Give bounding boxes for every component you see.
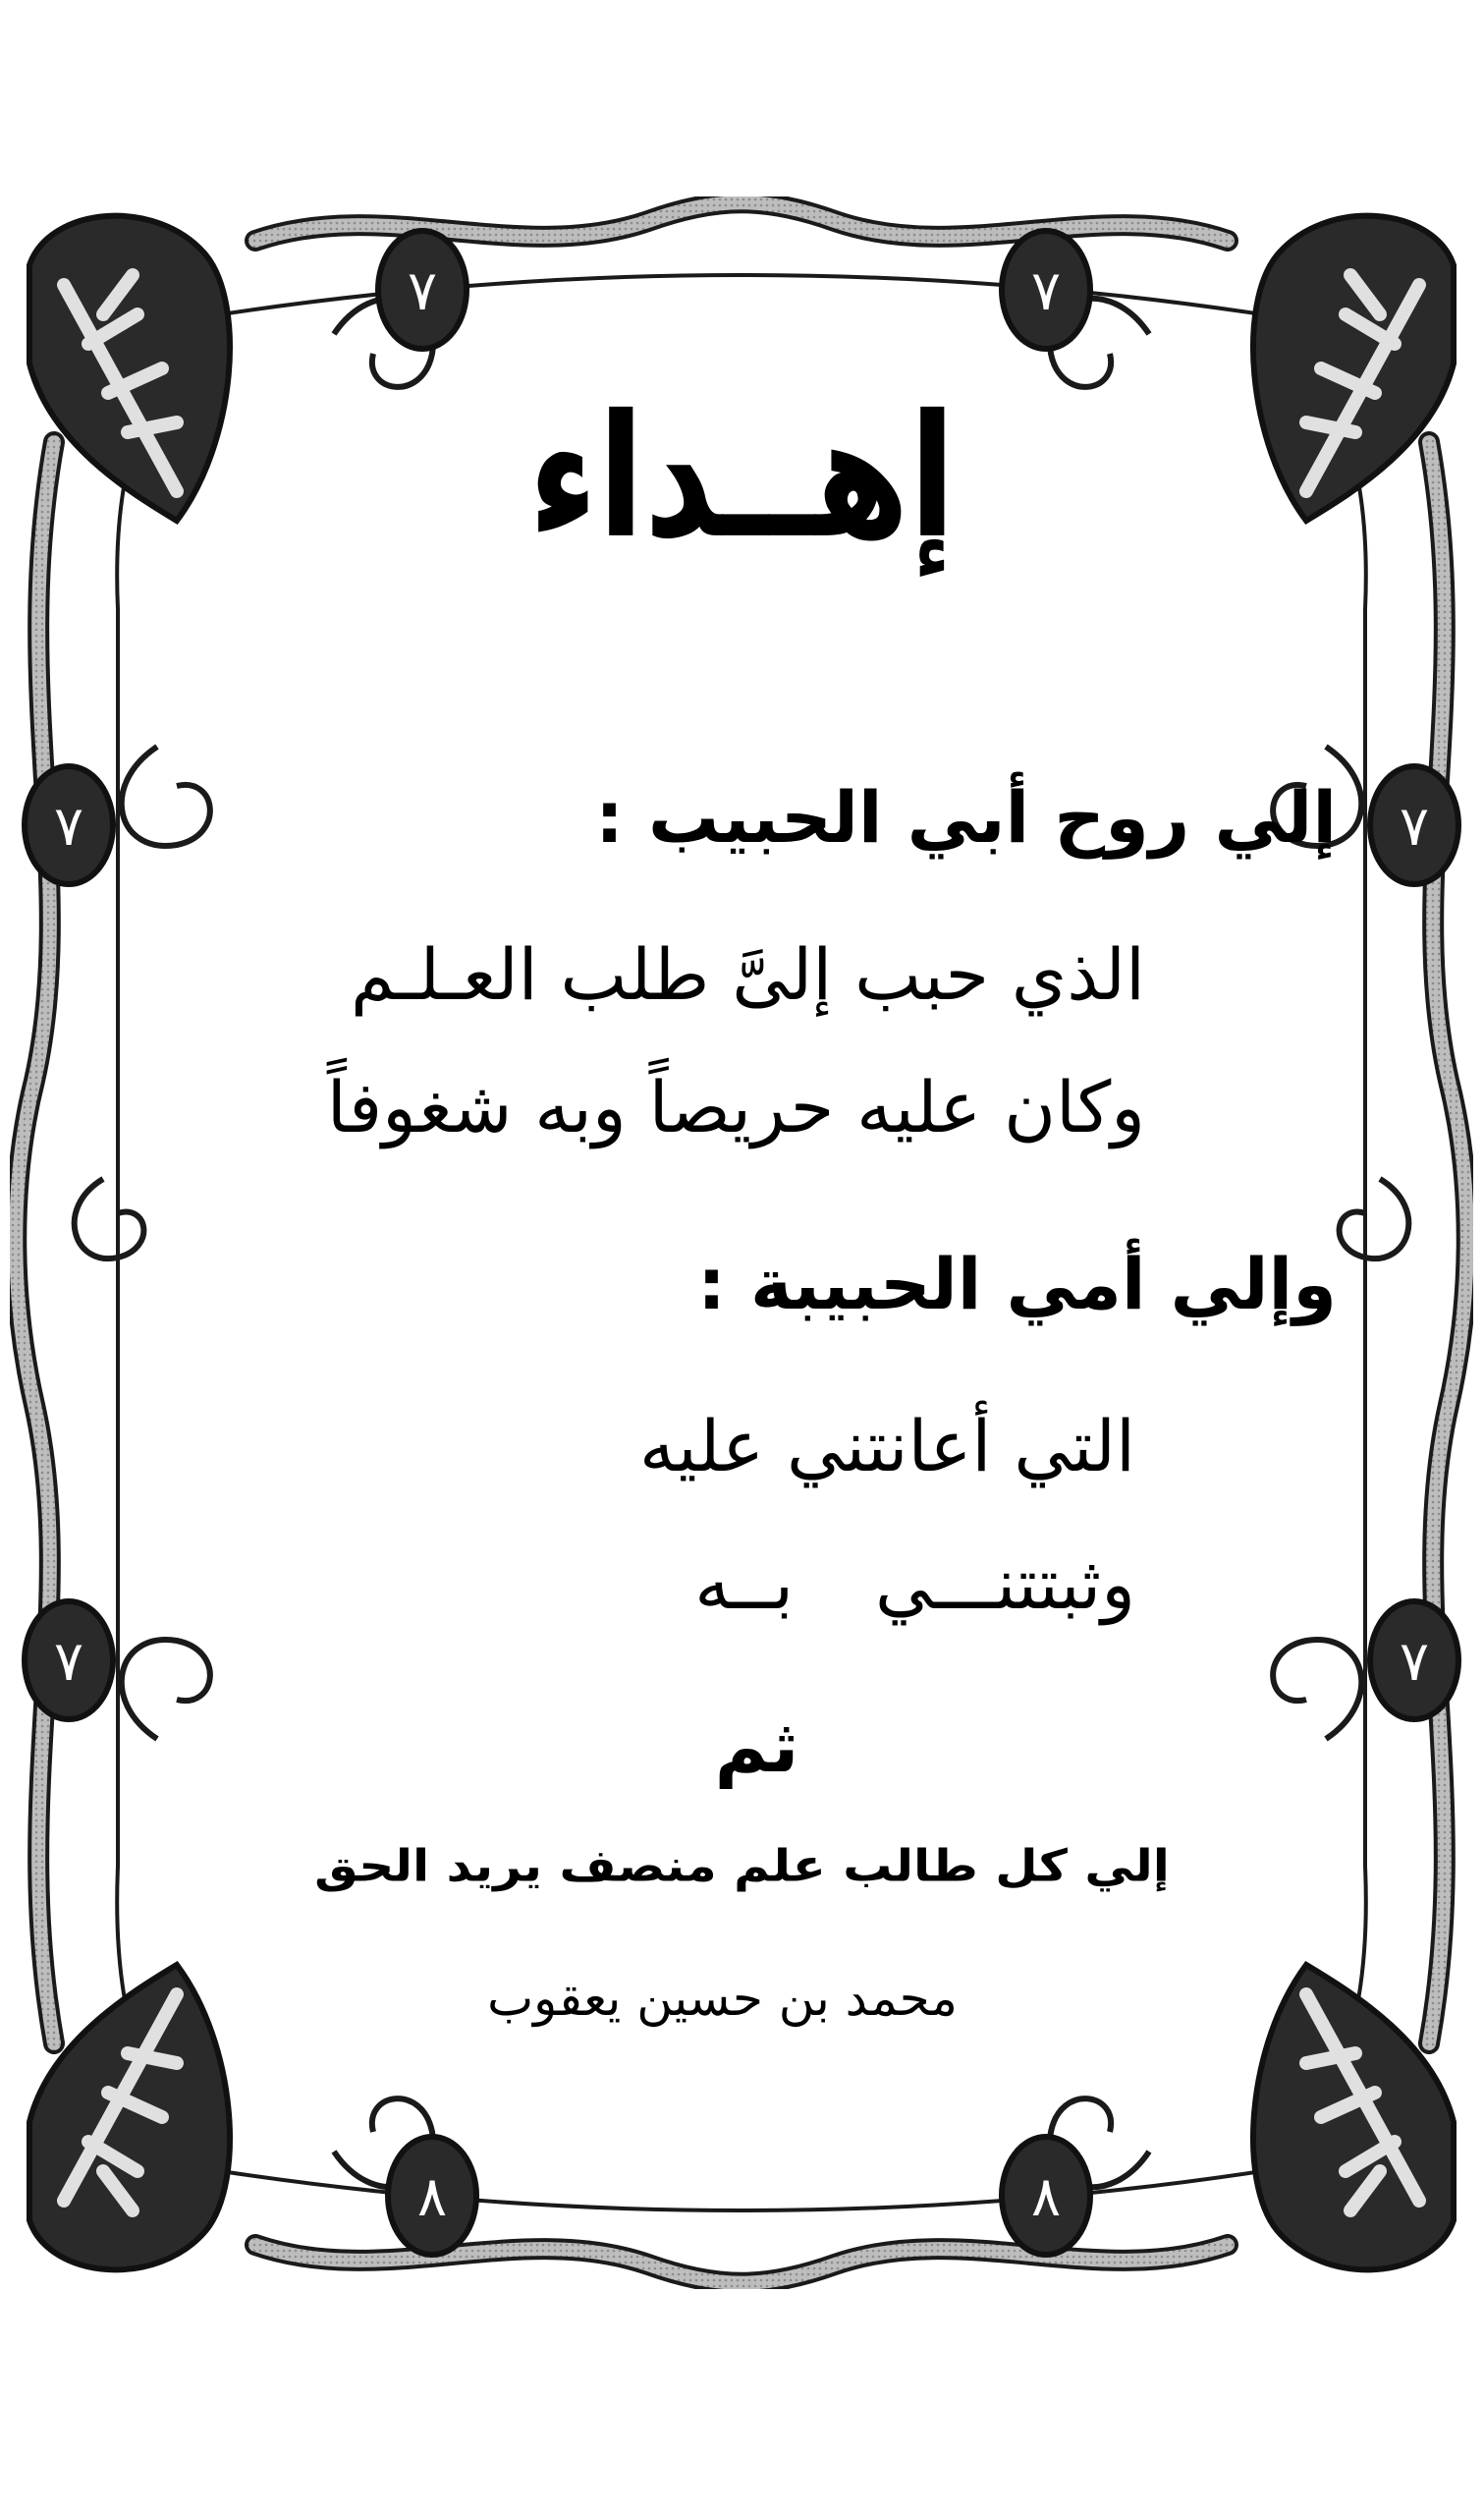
father-line-1: الذي حبب إلىَّ طلب العـلـم: [351, 933, 1145, 1016]
svg-text:٧: ٧: [1399, 1630, 1430, 1694]
svg-text:٧: ٧: [53, 795, 84, 859]
mother-line-2: وثبتتنـــي بــه: [694, 1542, 1135, 1625]
general-dedication: إلي كل طالب علم منصف يريد الحق: [314, 1839, 1170, 1892]
father-line-2: وكان عليه حريصاً وبه شغوفاً: [326, 1066, 1145, 1148]
author-signature: محمد بن حسين يعقوب: [487, 1970, 958, 2027]
then-word: ثم: [714, 1705, 799, 1789]
father-heading: إلي روح أبي الحبيب :: [595, 776, 1337, 859]
svg-text:٧: ٧: [53, 1630, 84, 1694]
svg-text:٧: ٧: [407, 259, 438, 323]
svg-text:٧: ٧: [1030, 259, 1062, 323]
svg-text:٨: ٨: [1030, 2165, 1062, 2229]
mother-heading: وإلي أمي الحبيبة :: [697, 1243, 1337, 1325]
svg-text:٧: ٧: [1399, 795, 1430, 859]
mother-line-1: التي أعانتني عليه: [639, 1405, 1135, 1487]
svg-text:٨: ٨: [416, 2165, 448, 2229]
page-title: إهــداء: [528, 377, 956, 577]
